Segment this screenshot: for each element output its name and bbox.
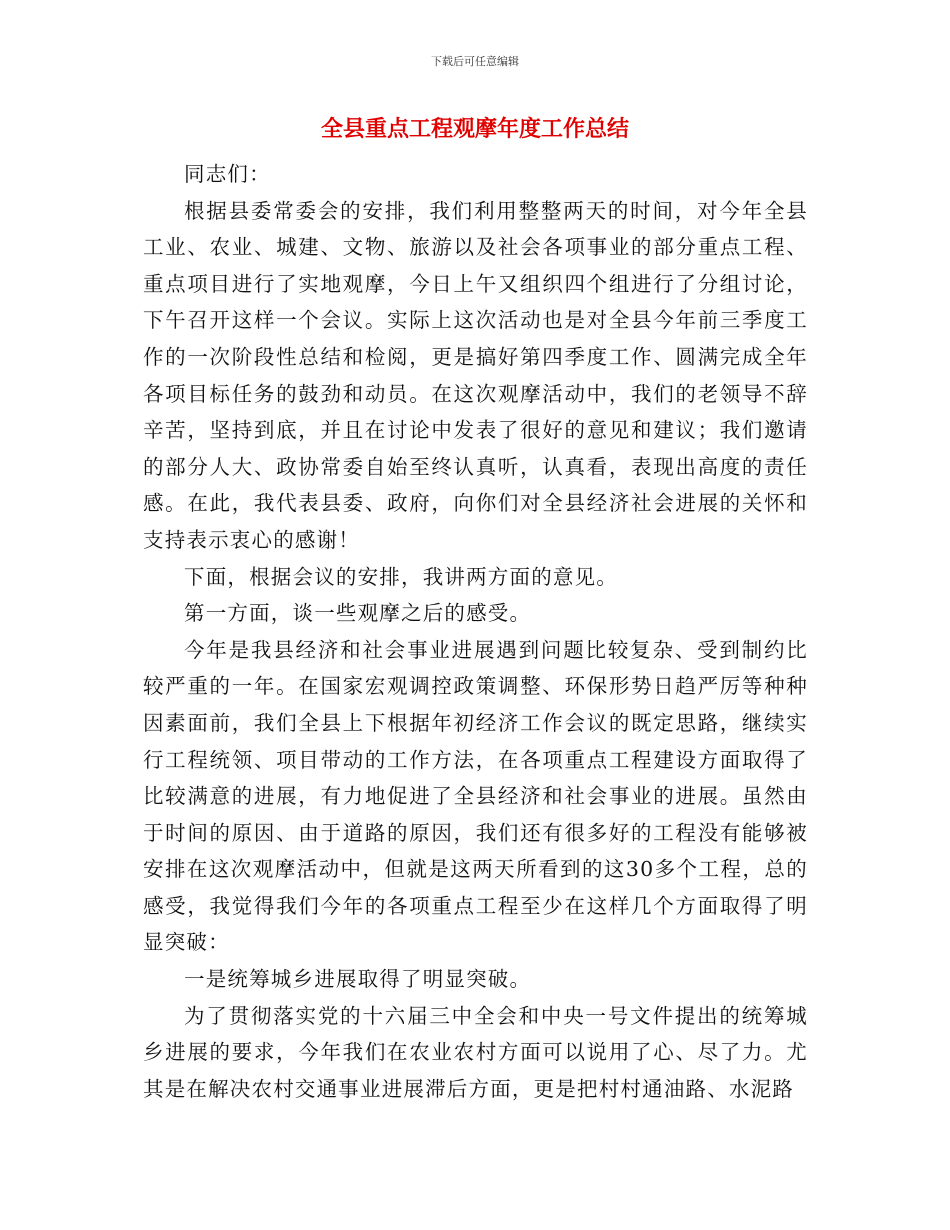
paragraph: 今年是我县经济和社会事业进展遇到问题比较复杂、受到制约比较严重的一年。在国家宏观调控政策调整、环保形势日趋严厉等种种因素面前，我们全县上下根据年初经济工作会议的既定思路，继续实行工程统领、项目带动的工作方法，在各项重点工程建设方面取得了比较满意的进展，有力地促进了全县经济和社会事业的进展。虽然由于时间的原因、由于道路的原因，我们还有很多好的工程没有能够被安排在这次观摩活动中，但就是这两天所看到的这30多个工程，总的感受，我觉得我们今年的各项重点工程至少在这样几个方面取得了明显突破： [143,637,808,955]
header-note: 下载后可任意编辑 [431,55,519,68]
subsection-heading: 一是统筹城乡进展取得了明显突破。 [184,967,532,992]
document-title: 全县重点工程观摩年度工作总结 [320,117,629,142]
paragraph: 根据县委常委会的安排，我们利用整整两天的时间，对今年全县工业、农业、城建、文物、旅游以及社会各项事业的部分重点工程、重点项目进行了实地观摩，今日上午又组织四个组进行了分组讨论，下午召开这样一个会议。实际上这次活动也是对全县今年前三季度工作的一次阶段性总结和检阅，更是搞好第四季度工作、圆满完成全年各项目标任务的鼓劲和动员。在这次观摩活动中，我们的老领导不辞辛苦，坚持到底，并且在讨论中发表了很好的意见和建议；我们邀请的部分人大、政协常委自始至终认真听，认真看，表现出高度的责任感。在此，我代表县委、政府，向你们对全县经济社会进展的关怀和支持表示衷心的感谢！ [143,198,808,552]
paragraph: 为了贯彻落实党的十六届三中全会和中央一号文件提出的统筹城乡进展的要求，今年我们在农业农村方面可以说用了心、尽了力。尤其是在解决农村交通事业进展滞后方面，更是把村村通油路、水泥路 [143,1003,808,1101]
paragraph: 下面，根据会议的安排，我讲两方面的意见。 [184,564,618,589]
section-heading: 第一方面，谈一些观摩之后的感受。 [184,601,532,626]
salutation: 同志们： [184,162,271,186]
document-body [143,156,808,1107]
